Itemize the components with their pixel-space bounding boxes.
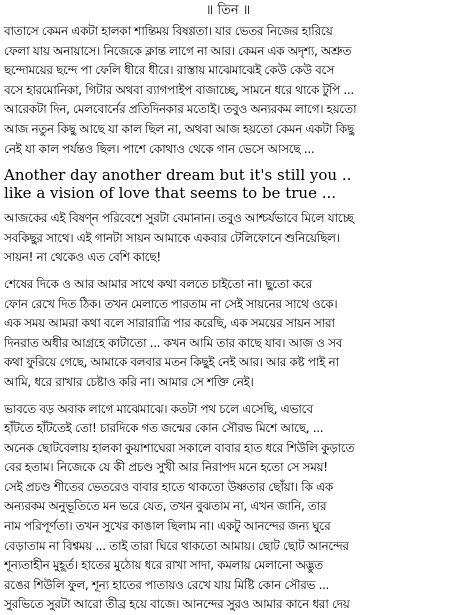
text-line: নেই যা কাল পর্যন্তও ছিল। পাশে কোথাও থেকে গান ভেসে আসছে ... [4,140,452,160]
text-line: অনেক ছোটবেলায় হালকা কুয়াশাঘেরা সকালে বাবার হাত ধরে শিউলি কুড়াতে [4,439,452,459]
text-line: আমি, ধরে রাখার চেষ্টাও করি না। আমার সে শক্তি নেই। [4,373,452,393]
text-line: নাম পরিপূর্ণতা। তখন সুখের কাঙাল ছিলাম না। একটু আনন্দের জন্য ঘুরে [4,517,452,537]
paragraph-4 [4,400,452,615]
text-line: সবকিছুর সাথে। এই গানটা সায়ন আমাকে একবার টেলিফোনে শুনিয়েছিল। [4,229,452,249]
text-line: শেষের দিকে ও আর আমার সাথে কথা বলতে চাইতো না। ছুতো করে [4,275,452,295]
text-line: কথা ফুরিয়ে গেছে, আমাকে বলবার মতন কিছুই নেই আর। আর কষ্ট পাই না [4,353,452,373]
text-line: দিনরাত অধীর আগ্রহে কাটাতো ... কখন আমি তার কাছে যাব। আজ ও সব [4,334,452,354]
chapter-title: ॥ তিন ॥ [4,2,452,20]
text-line: অন্যরকম অনুভূতিতে মন ভরে যেত, তখন বুঝতাম না, এখন জানি, তার [4,497,452,517]
text-line: আজ নতুন কিছু আছে যা কাল ছিল না, অথবা আজ হয়তো কেমন একটা কিছু [4,120,452,140]
song-lyrics [4,166,452,202]
text-line: ভাবতে বড় অবাক লাগে মাঝেমাঝে। কতটা পথ চলে এসেছি, এভাবে [4,400,452,420]
text-line: বেড়াতাম না বিশ্বময় ... তাই তারা ঘিরে থাকতো আমায়। ছোট ছোট আনন্দের [4,537,452,557]
text-line: বের হতাম। নিজেকে যে কী প্রচণ্ড সুখী আর নিরাপদ মনে হতো সে সময়! [4,458,452,478]
text-line: সায়ন! না থেকেও এত বেশি কাছে! [4,248,452,268]
text-line: শূন্যতাহীন মুহূর্ত। হাতের মুঠোয় ধরে রাখা সাদা, কমলায় মেলানো অদ্ভুত [4,556,452,576]
text-line: রঙের শিউলি ফুল, শূন্য হাতের পাতায়ও রেখে যায় মিষ্টি কোন সৌরভ ... [4,576,452,596]
lyric-line: Another day another dream but it's still you .. [4,166,452,184]
text-line: এক সময় আমরা কথা বলে সারারাত্রি পার করেছি, এক সময়ের সায়ন সারা [4,314,452,334]
text-line: ছন্দোময়ের ছন্দে পা ফেলি ধীরে ধীরে। রাস্তায় মাঝেমাঝেই কেউ কেউ বসে [4,61,452,81]
text-line: সুরভিতে সুরটা আরো তীব্র হয়ে বাজে। আনন্দের সুরও আমার কানে ধরা দেয় [4,595,452,615]
text-line: ফোন রেখে দিত ঠিক। তখন মেলাতে পারতাম না সেই সায়নের সাথে ওকে। [4,295,452,315]
text-line: ফেলা যায় অনায়াসে। নিজেকে ক্লান্ত লাগে না আর। কেমন এক অদৃশ্য, অশ্রুত [4,42,452,62]
text-line: বসে হারমোনিকা, গিটার অথবা ব্যাগপাইপ বাজাচ্ছে, সামনে ধরে থাকে টুপি ... [4,81,452,101]
text-line: সেই প্রচণ্ড শীতের ভেতরেও বাবার হাতে থাকতো উষ্ণতার ছোঁয়া। কি এক [4,478,452,498]
text-line: হাঁটতে হাঁটতেই তো! চারদিকে গত জন্মের কোন সৌরভ মিশে আছে, ... [4,419,452,439]
text-line: আরেকটা দিন, মেলবোর্নের প্রতিদিনকার মতোই। তবুও অন্যরকম লাগে। হয়তো [4,100,452,120]
lyric-line: like a vision of love that seems to be true ... [4,184,452,202]
paragraph-3 [4,275,452,393]
text-line: বাতাসে কেমন একটা হালকা শান্তিময় বিষণ্ণতা। যার ভেতর নিজের হারিয়ে [4,22,452,42]
text-line: আজকের এই বিষণ্ন পরিবেশে সুরটা বেমানান। তবুও আশ্চর্যভাবে মিলে যাচ্ছে [4,209,452,229]
paragraph-2 [4,209,452,268]
paragraph-1 [4,22,452,159]
